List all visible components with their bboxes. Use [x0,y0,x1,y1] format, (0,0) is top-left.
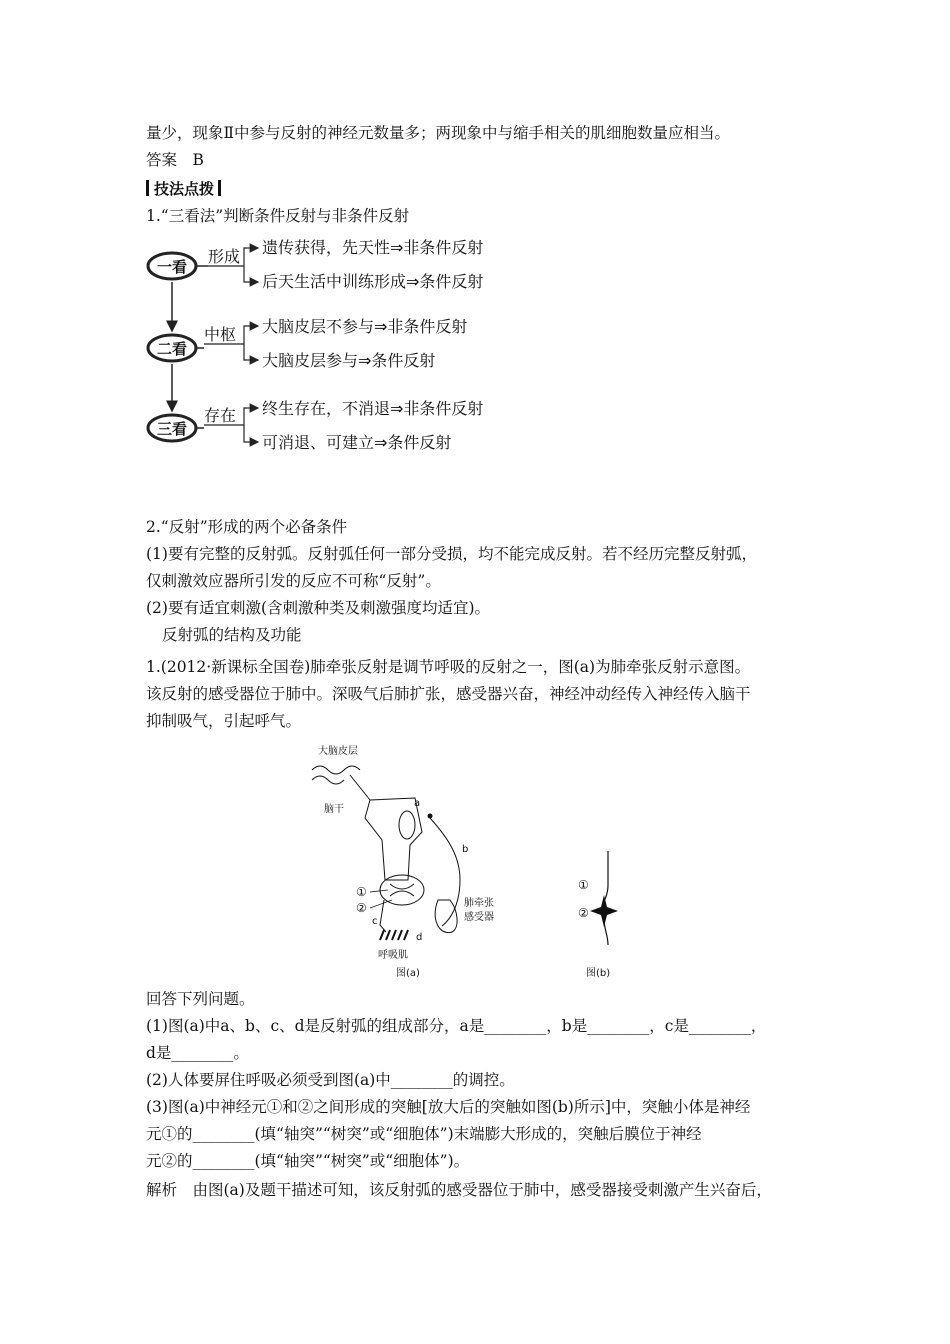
paragraph-line: 仅刺激效应器所引发的反应不可称“反射”。 [146,572,441,590]
label-b: b [462,844,469,855]
cortex-wave-2 [312,776,344,784]
rule-2a: 大脑皮层不参与⇒非条件反射 [262,317,468,336]
label-b-n2: ② [578,906,589,920]
cortex-wave [312,766,360,774]
question-part-3-cont: 元②的________(填“轴突”“树突”或“细胞体”)。 [146,1152,470,1170]
cortex-label: 大脑皮层 [318,746,358,757]
rule-1b: 后天生活中训练形成⇒条件反射 [262,272,484,291]
question-part-3-cont: 元①的________(填“轴突”“树突”或“细胞体”)末端膨大形成的，突触后膜位于神经 [146,1125,702,1143]
rule-2b: 大脑皮层参与⇒条件反射 [262,351,436,370]
point-marker [428,814,433,819]
label-b-n1: ① [578,878,589,892]
question-part-1-cont: d是________。 [146,1044,249,1062]
paragraph-line: (2)要有适宜刺激(含刺激种类及刺激强度均适宜)。 [146,599,491,617]
figure-a-reflex-arc [310,740,500,980]
analysis-line: 解析 由图(a)及题干描述可知，该反射弧的感受器位于肺中，感受器接受刺激产生兴奋后， [146,1181,772,1199]
rule-3a: 终生存在，不消退⇒非条件反射 [262,399,484,418]
label-d: d [416,932,423,943]
paragraph-line: 量少，现象Ⅱ中参与反射的神经元数量多；两现象中与缩手相关的肌细胞数量应相当。 [146,124,731,142]
respiratory-muscle-d [380,930,408,940]
section-heading: 反射弧的结构及功能 [162,626,302,644]
question-part-2: (2)人体要屏住呼吸必须受到图(a)中________的调控。 [146,1071,515,1089]
question-part-1: (1)图(a)中a、b、c、d是反射弧的组成部分，a是________，b是________，c是________， [146,1017,767,1035]
paragraph-line: (1)要有完整的反射弧。反射弧任何一部分受损，均不能完成反射。若不经历完整反射弧， [146,545,757,563]
branch-3a [244,408,258,425]
paragraph-line: 回答下列问题。 [146,990,255,1008]
brainstem-shape [365,798,422,880]
branch-1a [244,248,258,266]
neuron-a-body [399,811,415,839]
lung-receptor [435,900,457,933]
efferent-nerve-c [380,900,386,932]
label-n2: ② [356,901,367,915]
brainstem-label: 脑干 [324,804,344,815]
receptor-label-1: 肺牵张 [464,898,494,909]
descending-fiber [350,775,370,800]
branch-2b [244,344,258,360]
receptor-label-2: 感受器 [464,912,494,923]
question-line: 该反射的感受器位于肺中。深吸气后肺扩张，感受器兴奋，神经冲动经传入神经传入脑干 [146,685,751,703]
branch-1b [244,266,258,282]
branch-2a [244,326,258,344]
tag-bar-right [218,180,221,196]
tag-label: 技法点拨 [154,180,215,198]
three-looks-flowchart [140,232,560,462]
cat1-label: 形成 [208,247,241,266]
postsynaptic-line [604,919,608,945]
rule-3b: 可消退、可建立⇒条件反射 [262,433,452,452]
muscle-label: 呼吸肌 [378,950,408,961]
tag-bar-left [146,180,149,196]
figure-b-caption: 图(b) [586,968,611,979]
question-line: 1.(2012·新课标全国卷)肺牵张反射是调节呼吸的反射之一，图(a)为肺牵张反射示意图。 [146,658,751,676]
question-line: 抑制吸气，引起呼气。 [146,712,302,730]
label-c: c [372,916,378,927]
pointer-n2 [370,900,392,908]
answer-line: 答案 B [146,151,204,169]
gray-matter [390,884,414,896]
look2-label: 二看 [156,340,188,358]
heading-three-looks: 1.“三看法”判断条件反射与非条件反射 [146,207,410,225]
section-tag [146,178,221,200]
rule-1a: 遗传获得，先天性⇒非条件反射 [262,238,484,257]
label-n1: ① [356,885,367,899]
label-a: a [414,798,421,809]
heading-two-conditions: 2.“反射”形成的两个必备条件 [146,518,348,536]
cat2-label: 中枢 [204,325,237,344]
branch-3b [244,425,258,442]
look3-label: 三看 [156,420,188,438]
figure-a-caption: 图(a) [396,968,420,979]
pointer-n1 [370,890,388,892]
look1-label: 一看 [156,258,188,276]
figure-b-synapse [570,845,650,980]
question-part-3: (3)图(a)中神经元①和②之间形成的突触[放大后的突触如图(b)所示]中，突触小体是神经 [146,1098,751,1116]
cat3-label: 存在 [204,406,237,425]
